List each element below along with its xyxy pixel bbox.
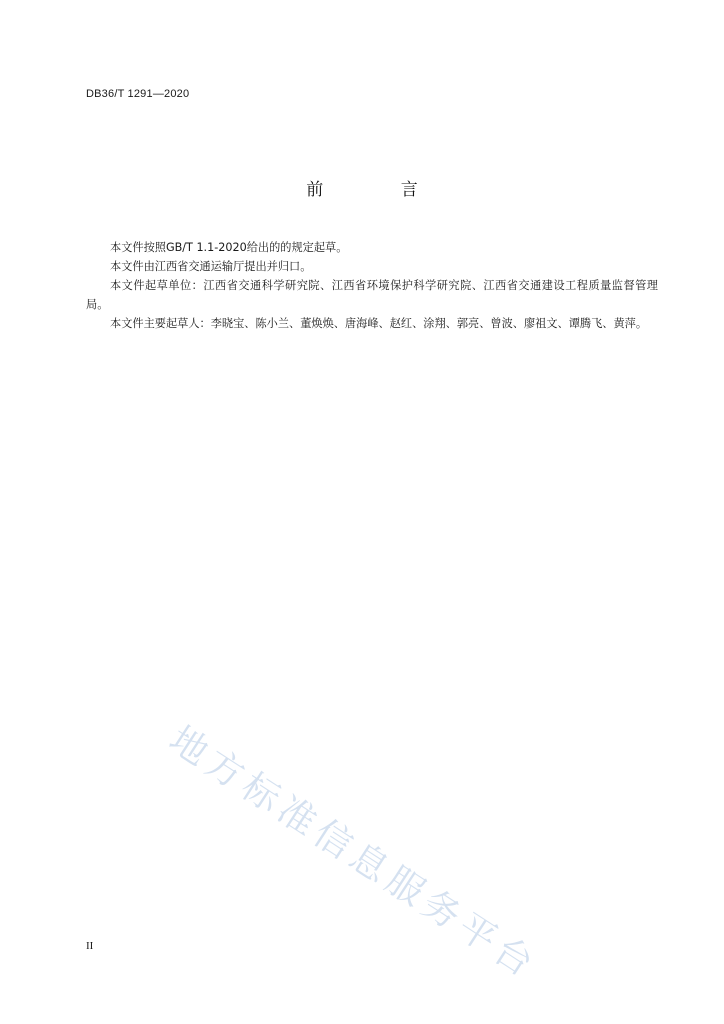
page-title: 前 言 <box>306 180 454 200</box>
watermark: 地方标准信息服务平台 <box>161 717 546 988</box>
foreword-body <box>86 238 658 333</box>
paragraph-main-drafters: 本文件主要起草人：李晓宝、陈小兰、董焕焕、唐海峰、赵红、涂翔、郭亮、曾波、廖祖文、谭腾飞、黄萍。 <box>110 317 648 330</box>
paragraph-proposer: 本文件由江西省交通运输厅提出并归口。 <box>110 260 312 273</box>
paragraph-drafting-units: 本文件起草单位：江西省交通科学研究院、江西省环境保护科学研究院、江西省交通建设工程质量监督管理局。 <box>86 279 658 311</box>
page-number: II <box>86 940 94 952</box>
paragraph-drafting-rule: 本文件按照GB/T 1.1-2020给出的的规定起草。 <box>110 241 348 254</box>
document-code: DB36/T 1291—2020 <box>86 88 190 100</box>
